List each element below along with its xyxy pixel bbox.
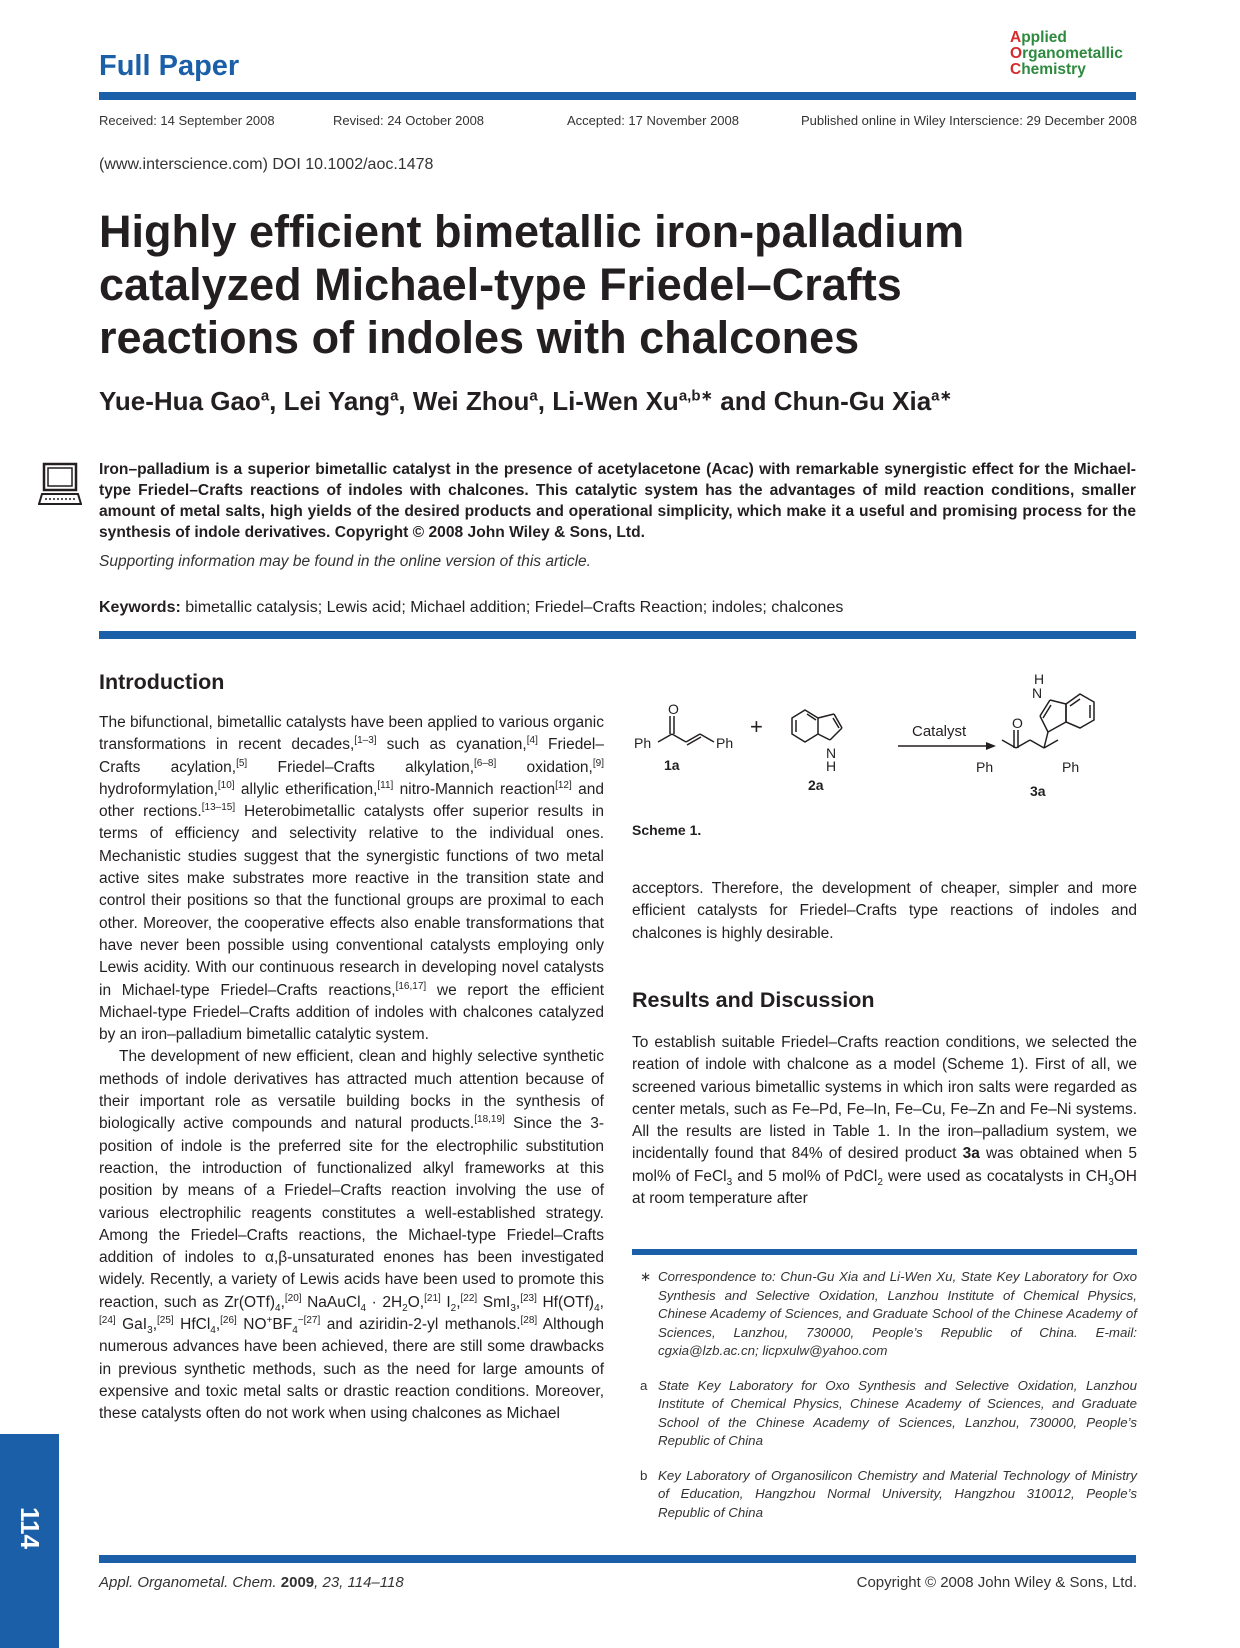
section-label: Full Paper <box>99 50 240 82</box>
scheme-n-label: N <box>1032 685 1043 701</box>
journal-logo-line: Applied <box>1010 29 1067 46</box>
article-title: Highly efficient bimetallic iron-palladium catalyzed Michael-type Friedel–Crafts reactions of indoles with chalcones <box>99 206 965 363</box>
author-list: Yue-Hua Gao$^a$, Lei Yang$^a$, Wei Zhou$^a$, Li-Wen $Xu^{a,b∗}$ and Chun-Gu Xia$^{a∗}$ <box>99 386 953 416</box>
footnote: ∗ Correspondence to: Chun-Gu Xia and Li-Wen Xu, State Key Laboratory for Oxo Synthesis and Selective Oxidation, Lanzhou Institute of Chemical Physics, Chinese Academy of Sciences, and Graduate School of the Chinese Academy of Sciences, Lanzhou, 730000, People’s Republic of China. E-mail: cgxia@lzb.ac.cn; licpxulw@yahoo.com <box>640 1269 1137 1358</box>
scheme-ph-label: Ph <box>716 735 734 751</box>
scheme-1 <box>630 670 1140 810</box>
published-date: Published online in Wiley Interscience: 29 December 2008 <box>800 113 1137 128</box>
scheme-ph-label: Ph <box>634 735 652 751</box>
compound-3a-label: 3a <box>1030 783 1046 799</box>
footnotes <box>632 1268 1137 1538</box>
results-body <box>632 1032 1137 1210</box>
footnote: b Key Laboratory of Organosilicon Chemistry and Material Technology of Ministry of Education, Hangzhou Normal University, Hangzhou 310012, People’s Republic of China <box>640 1467 1137 1520</box>
author-affiliation-mark: a <box>529 387 538 405</box>
journal-logo-line: Chemistry <box>1010 61 1086 78</box>
compound-2a-label: 2a <box>808 777 824 793</box>
scheme-ph-label: Ph <box>1062 759 1080 775</box>
page-number: 114 <box>15 1507 45 1549</box>
introduction-heading: Introduction <box>99 670 225 694</box>
footer-journal: Appl. Organometal. Chem. <box>99 1574 277 1591</box>
header-rule <box>99 92 1136 100</box>
keywords <box>99 599 843 617</box>
doi[interactable]: (www.interscience.com) DOI 10.1002/aoc.1478 <box>99 156 434 173</box>
revised-date: Revised: 24 October 2008 <box>333 113 485 128</box>
intro-paragraph-2: The development of new efficient, clean and highly selective synthetic methods of indole derivatives has attracted much attention because of their important role as versatile building bocks in the synthesis of biologically active compounds and natural products.[18,19] Since the 3-position of indole is the preferred site for the electrophilic substitution reaction, the introduction of functionalized alkyl frameworks at this position by means of a Friedel–Crafts reaction involving the use of various electrophilic reagents constitutes a well-established strategy. Among the Friedel–Crafts reactions, the Michael-type Friedel–Crafts addition of indoles to α,β-unsaturated enones has been investigated widely. Recently, a variety of Lewis acids have been used to promote this reaction, such as $Zr(OTf)_4,[20]$ NaAuCl$_4$ · $2H_2O,[21]$ $I_2,[22]$ SmI$_3$,[23] $Hf(OTf)_4,[24]$ GaI$_3$,[25] HfCl$_4$,[26] $NO^+BF_4^{-[27]}$ and aziridin-2-yl methanols.[28] Although numerous advances have been achieved, there are still some drawbacks in previous synthetic methods, such as the need for large amounts of expensive and toxic metal salts or drastic reaction conditions. Moreover, these catalysts often do not work when using chalcones as Michael <box>99 1048 604 1423</box>
footer-volume-pages: , 23, 114–118 <box>314 1574 404 1591</box>
footer-copyright: Copyright © 2008 John Wiley & Sons, Ltd. <box>856 1574 1137 1591</box>
author-affiliation-mark: a,b∗ <box>678 387 714 405</box>
scheme-plus: + <box>750 714 763 739</box>
author-name: Li-Wen Xu <box>552 386 679 416</box>
author-name: Wei Zhou <box>412 386 530 416</box>
computer-icon <box>38 462 82 508</box>
scheme-o-label: O <box>1012 715 1023 731</box>
author-name: Lei Yang <box>283 386 391 416</box>
footer-citation <box>99 1574 404 1591</box>
author-name: Yue-Hua Gao <box>99 386 261 416</box>
introduction-body <box>99 712 604 1426</box>
footnote: a State Key Laboratory for Oxo Synthesis and Selective Oxidation, Lanzhou Institute of Chemical Physics, Chinese Academy of Sciences, and Graduate School of the Chinese Academy of Sciences, Lanzhou, 730000, People’s Republic of China <box>640 1377 1137 1448</box>
scheme-ph-label: Ph <box>976 759 994 775</box>
author-affiliation-mark: a <box>260 387 270 405</box>
scheme-o-label: O <box>668 701 679 717</box>
results-paragraph-1: To establish suitable Friedel–Crafts reaction conditions, we selected the reation of indole with chalcone as a model (Scheme 1). First of all, we screened various bimetallic systems in which iron salts were regarded as center metals, such as Fe–Pd, Fe–In, Fe–Cu, Fe–Zn and Fe–Ni systems. All the results are listed in Table 1. In the iron–palladium system, we incidentally found that 84% of desired product 3a was obtained when 5 mol% of FeCl$_3$ and 5 mol% of PdCl$_2$ were used as cocatalysts in $CH_3OH$ at room temperature after <box>632 1034 1137 1208</box>
results-heading: Results and Discussion <box>632 988 875 1012</box>
accepted-date: Accepted: 17 November 2008 <box>567 113 739 128</box>
footer-year: 2009 <box>280 1574 315 1591</box>
footnote-rule <box>632 1249 1137 1255</box>
scheme-n-label: N <box>826 745 837 761</box>
keywords-label: Keywords: <box>99 599 181 616</box>
abstract-rule <box>99 631 1136 639</box>
keywords-text: bimetallic catalysis; Lewis acid; Michael addition; Friedel–Crafts Reaction; indoles; chalcones <box>185 599 844 616</box>
received-date: Received: 14 September 2008 <box>99 113 275 128</box>
intro-paragraph-1: The bifunctional, bimetallic catalysts have been applied to various organic transformations in recent decades,[1–3] such as cyanation,[4] Friedel–Crafts acylation,[5] Friedel–Crafts alkylation,[6–8] oxidation,[9] hydroformylation,[10] allylic etherification,[11] nitro-Mannich reaction[12] and other rections.[13–15] Heterobimetallic catalysts offer superior results in terms of efficiency and selectivity relative to the individual ones. Mechanistic studies suggest that the synergistic functions of two metal active sites make substrates more reactive in the transition state and control their positions so that the functional groups are proximal to each other. Moreover, the cooperative effects also enable transformations that have never been possible using conventional catalysts employing only Lewis acidity. With our continuous research in developing novel catalysts in Michael-type Friedel–Crafts reactions,[16,17] we report the efficient Michael-type Friedel–Crafts addition of indoles with chalcones catalyzed by an iron–palladium bimetallic catalytic system. <box>99 714 605 1044</box>
abstract: Iron–palladium is a superior bimetallic catalyst in the presence of acetylacetone (Acac) with remarkable synergistic effect for the Michael-type Friedel–Crafts reactions of indoles with chalcones. This catalytic system has the advantages of mild reaction conditions, smaller amount of metal salts, high yields of the desired products and operational simplicity, which make it a useful and promising process for the synthesis of indole derivatives. Copyright © 2008 John Wiley & Sons, Ltd. <box>99 461 1136 541</box>
author-affiliation-mark: a <box>390 387 399 405</box>
scheme-caption: Scheme 1. <box>632 822 702 838</box>
author-name: Chun-Gu Xia <box>773 386 932 416</box>
journal-logo-line: Organometallic <box>1010 45 1123 62</box>
author-affiliation-mark: a∗ <box>931 387 953 405</box>
supporting-info-note: Supporting information may be found in the online version of this article. <box>99 553 591 570</box>
right-column-continued: acceptors. Therefore, the development of cheaper, simpler and more efficient catalysts for Friedel–Crafts type reactions of indoles and chalcones is highly desirable. <box>632 880 1137 942</box>
scheme-h-label: H <box>1034 671 1045 687</box>
journal-logo <box>1010 30 1123 78</box>
footer-rule <box>99 1555 1136 1563</box>
scheme-h-label: H <box>826 758 837 774</box>
compound-1a-label: 1a <box>664 757 680 773</box>
arrow-label: Catalyst <box>912 723 967 740</box>
